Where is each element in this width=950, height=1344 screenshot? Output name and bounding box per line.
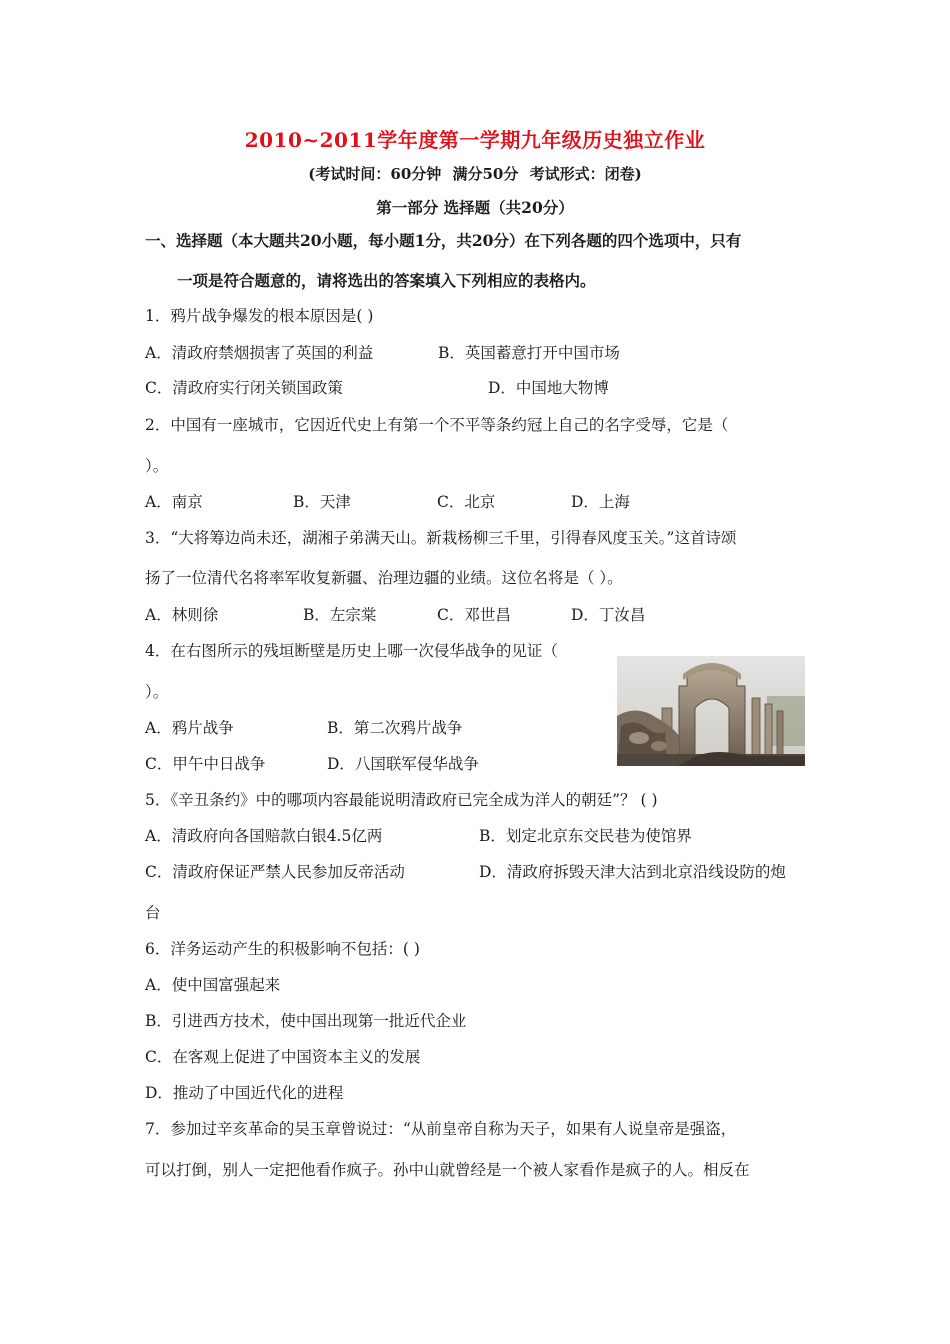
question-6-option-d: D．推动了中国近代化的进程 [145,1084,344,1102]
question-4-stem-line1: 4．在右图所示的残垣断壁是历史上哪一次侵华战争的见证（ [145,642,558,660]
question-2-option-c: C．北京 [437,493,496,511]
section-instruction-line1: 一、选择题（本大题共20小题，每小题1分，共20分）在下列各题的四个选项中，只有 [145,231,742,250]
question-5-stem: 5．《辛丑条约》中的哪项内容最能说明清政府已完全成为洋人的朝廷”？ ( ) [145,791,658,809]
question-3-option-b: B．左宗棠 [303,606,377,624]
question-4-option-b: B．第二次鸦片战争 [327,719,463,737]
question-2-option-a: A．南京 [145,493,203,511]
question-6-option-c: C．在客观上促进了中国资本主义的发展 [145,1048,421,1066]
ruins-photo [617,656,805,766]
question-2-option-d: D．上海 [571,493,630,511]
question-3-option-a: A．林则徐 [145,606,219,624]
question-1-stem: 1．鸦片战争爆发的根本原因是( ) [145,307,374,325]
question-1-option-b: B．英国蓄意打开中国市场 [438,344,620,362]
question-5-option-c: C．清政府保证严禁人民参加反帝活动 [145,863,405,881]
part-heading: 第一部分 选择题（共20分） [376,198,574,217]
question-7-stem-line2: 可以打倒，别人一定把他看作疯子。孙中山就曾经是一个被人家看作是疯子的人。相反在 [145,1161,750,1179]
question-3-stem-line2: 扬了一位清代名将率军收复新疆、治理边疆的业绩。这位名将是（ ）。 [145,569,623,587]
question-1-option-a: A．清政府禁烟损害了英国的利益 [145,344,374,362]
question-4-option-c: C．甲午中日战争 [145,755,266,773]
question-4-stem-line2: ）。 [145,683,169,701]
question-6-option-a: A．使中国富强起来 [145,976,281,994]
section-instruction-line2: 一项是符合题意的，请将选出的答案填入下列相应的表格内。 [177,271,596,290]
exam-info: (考试时间：60分钟 满分50分 考试形式：闭卷) [308,165,642,183]
question-4-option-a: A．鸦片战争 [145,719,234,737]
question-6-stem: 6．洋务运动产生的积极影响不包括：( ) [145,940,420,958]
question-2-stem-line1: 2．中国有一座城市，它因近代史上有第一个不平等条约冠上自己的名字受辱，它是（ [145,416,729,434]
question-3-stem-line1: 3．“大将筹边尚未还，湖湘子弟满天山。新栽杨柳三千里，引得春风度玉关。”这首诗颂 [145,529,737,547]
question-3-option-c: C．邓世昌 [437,606,511,624]
question-2-option-b: B．天津 [293,493,351,511]
question-5-option-b: B．划定北京东交民巷为使馆界 [479,827,692,845]
question-2-stem-line2: ）。 [145,457,169,475]
question-6-option-b: B．引进西方技术，使中国出现第一批近代企业 [145,1012,467,1030]
question-5-option-d-continued: 台 [145,904,161,922]
question-5-option-a: A．清政府向各国赔款白银4.5亿两 [145,827,383,845]
question-1-option-d: D．中国地大物博 [488,379,609,397]
question-1-option-c: C．清政府实行闭关锁国政策 [145,379,343,397]
question-3-option-d: D．丁汝昌 [571,606,646,624]
exam-title: 2010~2011学年度第一学期九年级历史独立作业 [244,128,706,152]
ruins-illustration [617,656,805,766]
question-7-stem-line1: 7．参加过辛亥革命的吴玉章曾说过：“从前皇帝自称为天子，如果有人说皇帝是强盗， [145,1120,737,1138]
question-5-option-d: D．清政府拆毁天津大沽到北京沿线设防的炮 [479,863,786,881]
question-4-option-d: D．八国联军侵华战争 [327,755,479,773]
